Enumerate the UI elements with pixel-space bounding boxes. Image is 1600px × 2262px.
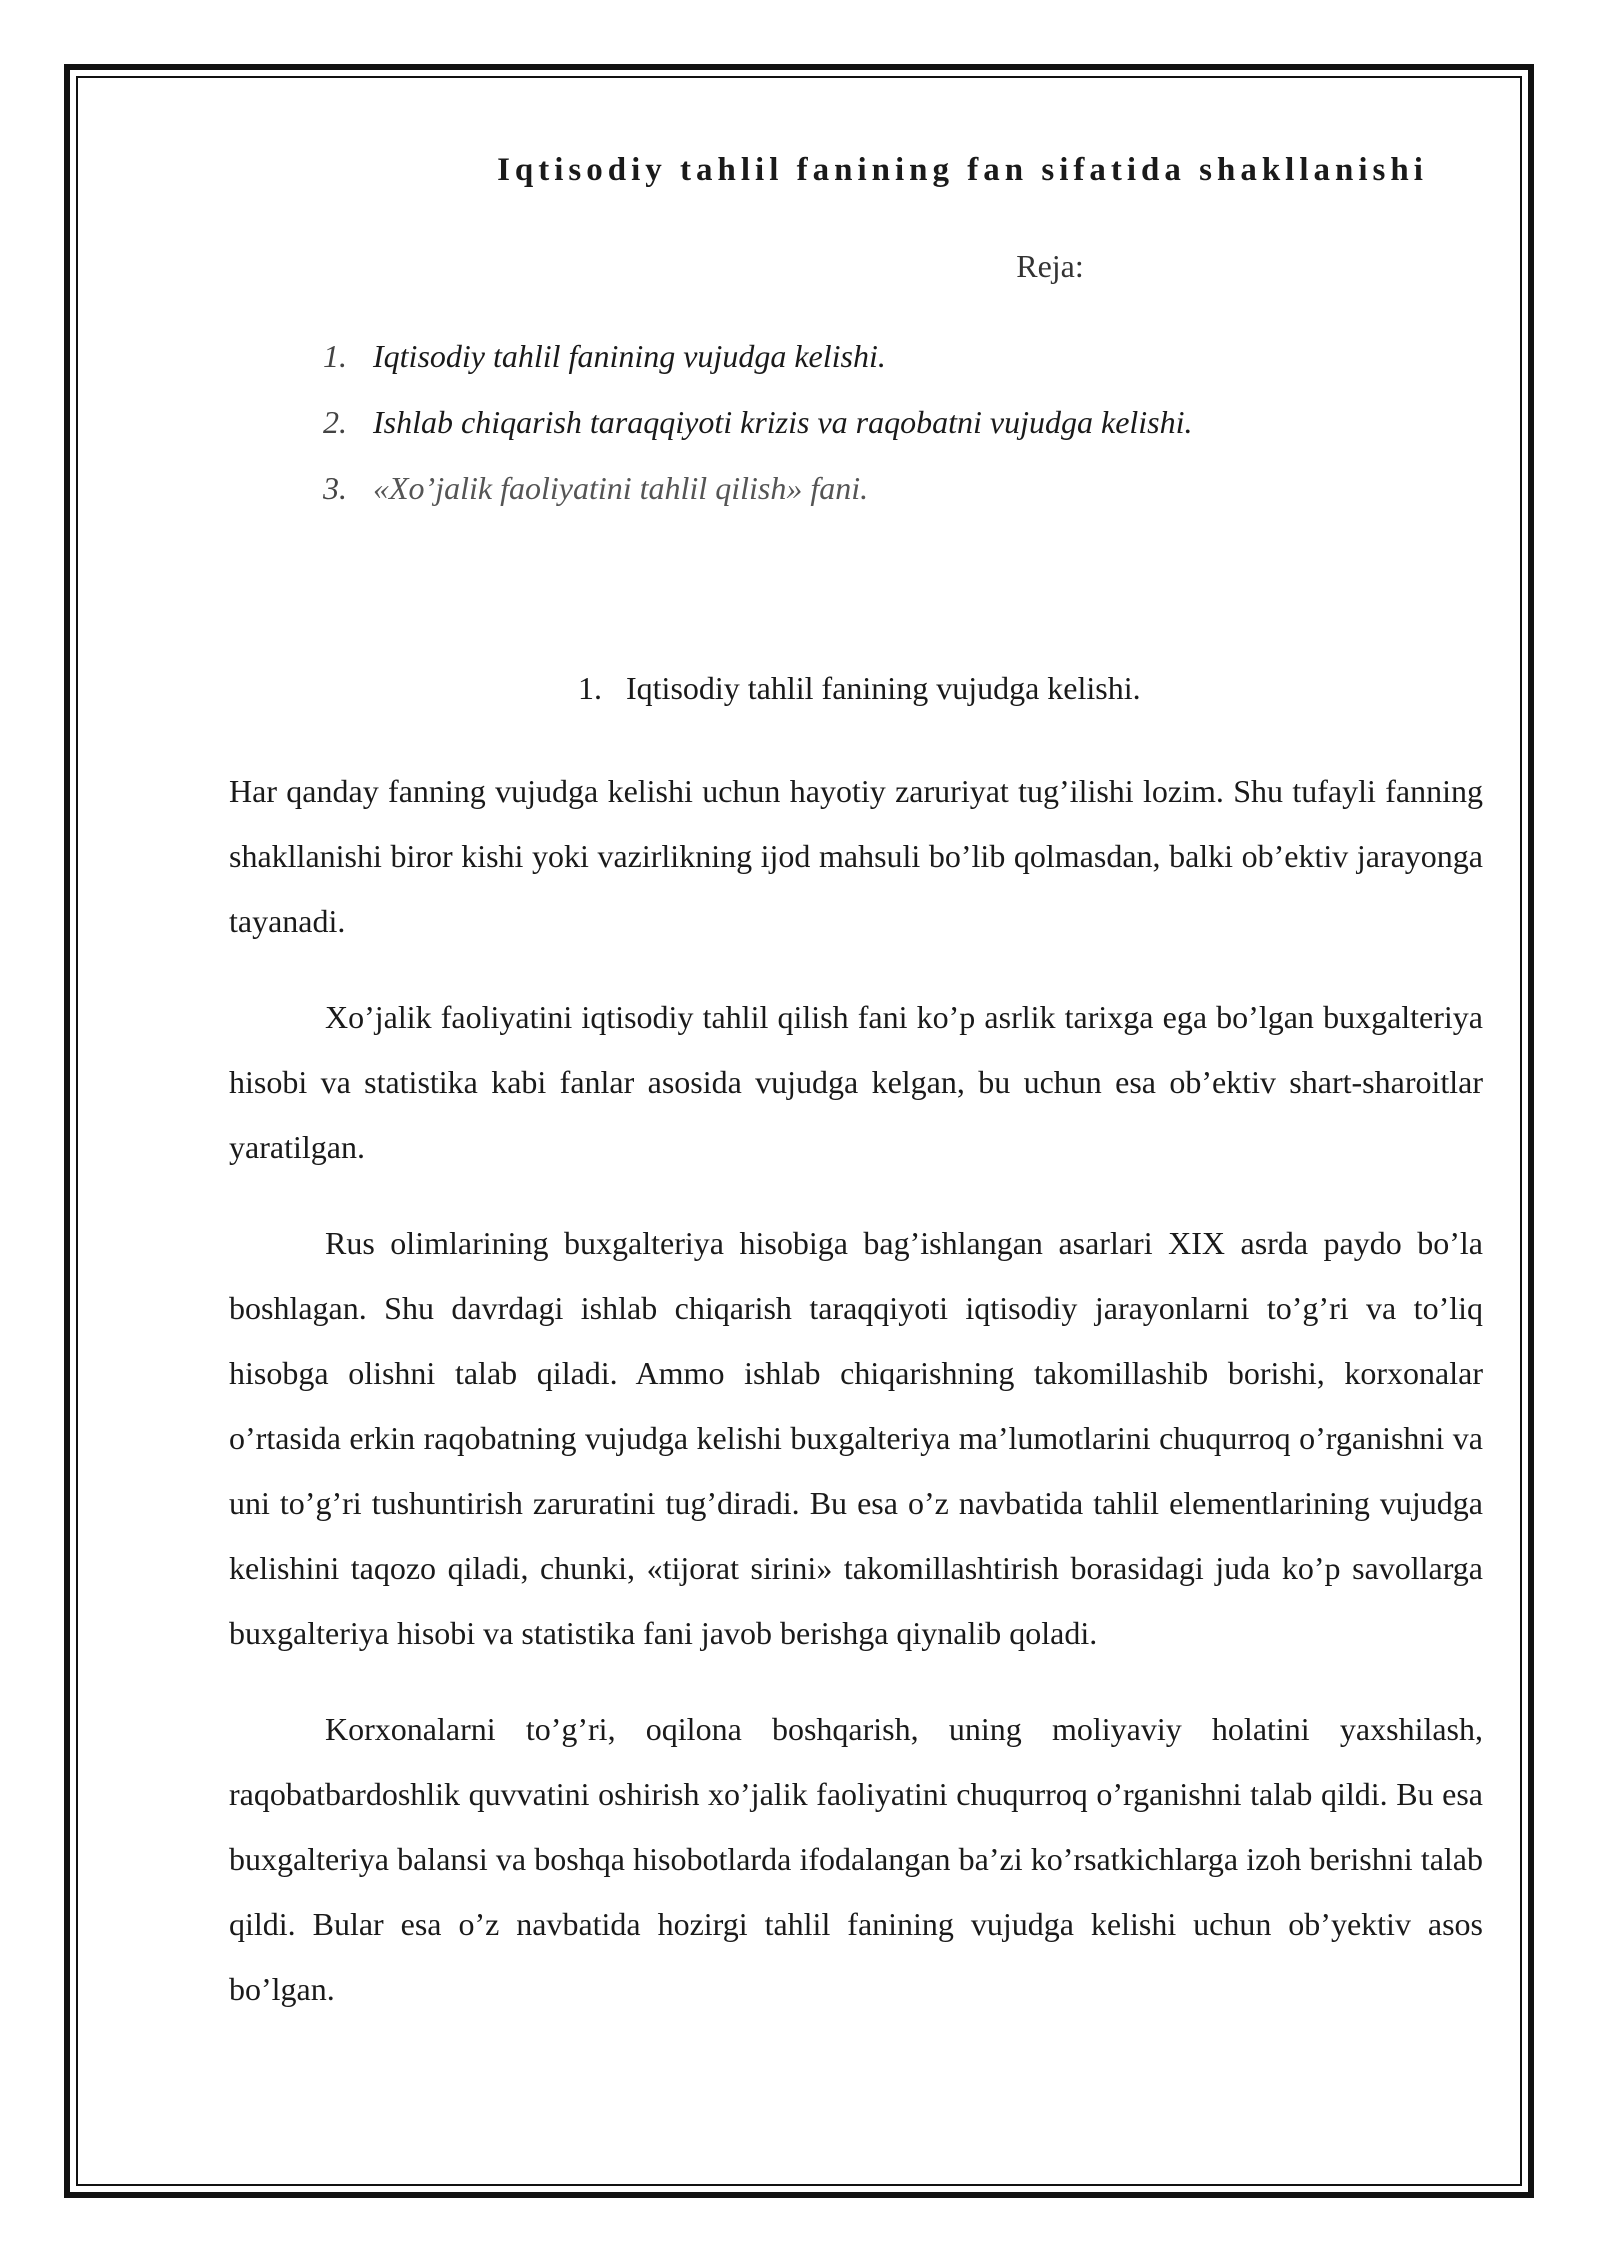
plan-item-text: «Xo’jalik faoliyatini tahlil qilish» fani.: [373, 470, 869, 506]
plan-list: [323, 336, 1193, 534]
plan-item: [323, 468, 1193, 534]
paragraph: Xo’jalik faoliyatini iqtisodiy tahlil qilish fani ko’p asrlik tarixga ega bo’lgan buxgalteriya hisobi va statistika kabi fanlar asosida vujudga kelgan, bu uchun esa ob’ektiv shart-sharoitlar yaratilgan.: [229, 999, 1483, 1165]
plan-item: [323, 336, 1193, 402]
paragraph: Rus olimlarining buxgalteriya hisobiga bag’ishlangan asarlari XIX asrda paydo bo’la boshlagan. Shu davrdagi ishlab chiqarish taraqqiyoti iqtisodiy jarayonlarni to’g’ri va to’liq hisobga olishni talab qiladi. Ammo ishlab chiqarishning takomillashib borishi, korxonalar o’rtasida erkin raqobatning vujudga kelishi buxgalteriya ma’lumotlarini chuqurroq o’rganishni va uni to’g’ri tushuntirish zaruratini tug’diradi. Bu esa o’z navbatida tahlil elementlarining vujudga kelishini taqozo qiladi, chunki, «tijorat sirini» takomillashtirish borasidagi juda ko’p savollarga buxgalteriya hisobi va statistika fani javob berishga qiynalib qoladi.: [229, 1225, 1483, 1651]
plan-heading: Reja:: [1016, 248, 1084, 284]
plan-item-number: 3.: [323, 470, 347, 506]
plan-item-text: Ishlab chiqarish taraqqiyoti krizis va raqobatni vujudga kelishi.: [373, 404, 1193, 440]
plan-item: [323, 402, 1193, 468]
plan-item-number: 2.: [323, 404, 347, 440]
paragraph: Korxonalarni to’g’ri, oqilona boshqarish, uning moliyaviy holatini yaxshilash, raqobatbardoshlik quvvatini oshirish xo’jalik faoliyatini chuqurroq o’rganishni talab qildi. Bu esa buxgalteriya balansi va boshqa hisobotlarda ifodalangan ba’zi ko’rsatkichlarga izoh berishni talab qildi. Bular esa o’z navbatida hozirgi tahlil fanining vujudga kelishi uchun ob’yektiv asos bo’lgan.: [229, 1711, 1483, 2007]
section-number: 1.: [578, 670, 602, 706]
body-text: [229, 759, 1483, 2053]
section-heading-text: Iqtisodiy tahlil fanining vujudga kelishi.: [626, 670, 1141, 706]
section-heading: [578, 670, 1141, 707]
plan-item-text: Iqtisodiy tahlil fanining vujudga kelishi.: [373, 338, 886, 374]
plan-item-number: 1.: [323, 338, 347, 374]
paragraph: Har qanday fanning vujudga kelishi uchun hayotiy zaruriyat tug’ilishi lozim. Shu tufayli fanning shakllanishi biror kishi yoki vazirlikning ijod mahsuli bo’lib qolmasdan, balki ob’ektiv jarayonga tayanadi.: [229, 773, 1483, 939]
page-title: Iqtisodiy tahlil fanining fan sifatida shakllanishi: [497, 152, 1428, 188]
